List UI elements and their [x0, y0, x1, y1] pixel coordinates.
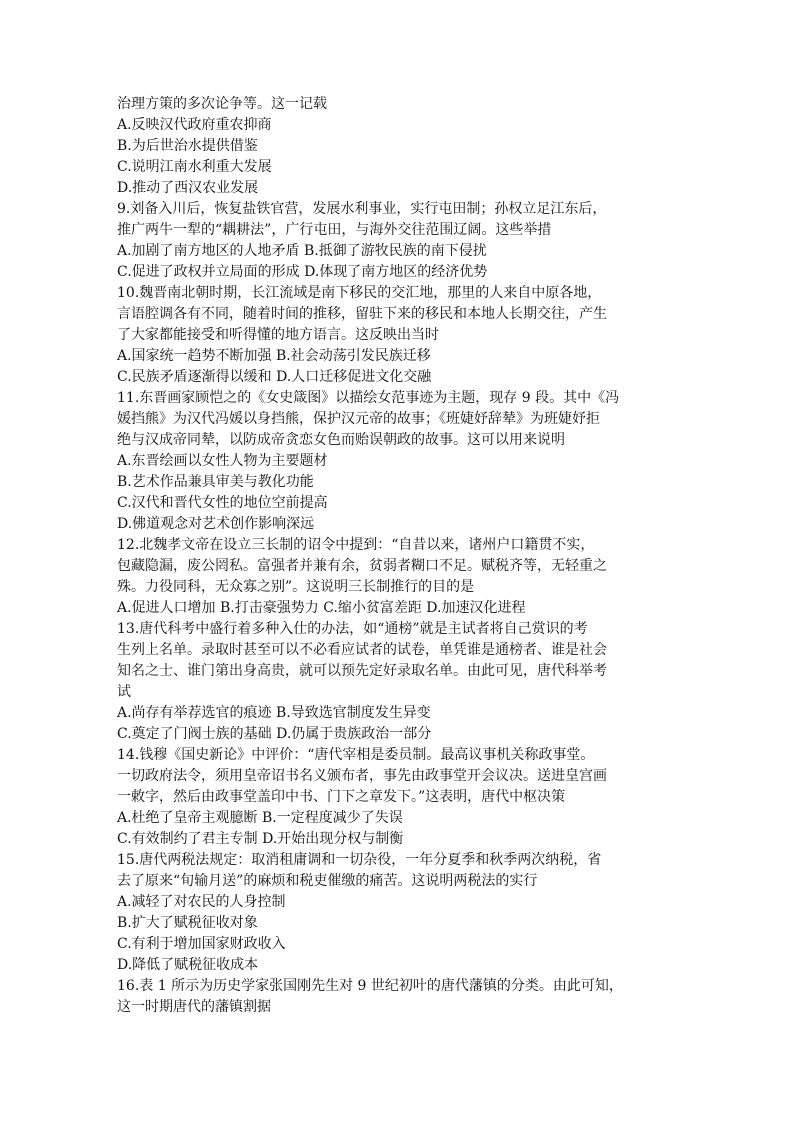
q10-stem-line: 10.魏晋南北朝时期，长江流域是南下移民的交汇地，那里的人来自中原各地， — [117, 285, 602, 301]
q16-stem-line: 这一时期唐代的藩镇割据 — [117, 999, 271, 1015]
q8-option-a: A.反映汉代政府重农抑商 — [117, 117, 272, 133]
q11-stem-line: 媛挡熊》为汉代冯媛以身挡熊，保护汉元帝的故事；《班婕妤辞辇》为班婕妤拒 — [117, 411, 600, 427]
q12-options: A.促进人口增加 B.打击豪强势力 C.缩小贫富差距 D.加速汉化进程 — [117, 600, 526, 616]
q13-options-ab: A.尚存有举荐选官的痕迹 B.导致选官制度发生异变 — [117, 705, 431, 721]
q13-stem-line: 试 — [117, 684, 131, 700]
q14-options-ab: A.杜绝了皇帝主观臆断 B.一定程度减少了失误 — [117, 810, 403, 826]
q11-option-b: B.艺术作品兼具审美与教化功能 — [117, 474, 314, 490]
q11-stem-line: 11.东晋画家顾恺之的《女史箴图》以描绘女范事迹为主题，现存 9 段。其中《冯 — [117, 390, 620, 406]
q8-option-b: B.为后世治水提供借鉴 — [117, 138, 258, 154]
q13-stem-line: 知名之士、谁门第出身高贵，就可以预先定好录取名单。由此可见，唐代科举考 — [117, 663, 607, 679]
q15-option-b: B.扩大了赋税征收对象 — [117, 915, 258, 931]
q10-options-cd: C.民族矛盾逐渐得以缓和 D.人口迁移促进文化交融 — [117, 369, 432, 385]
q9-options-cd: C.促进了政权并立局面的形成 D.体现了南方地区的经济优势 — [117, 264, 488, 280]
q11-stem-line: 绝与汉成帝同辇，以防成帝贪恋女色而贻误朝政的故事。这可以用来说明 — [117, 432, 565, 448]
q8-stem-end: 治理方策的多次论争等。这一记载 — [117, 96, 327, 112]
q14-stem-line: 一切政府法令，须用皇帝诏书名义颁布者，事先由政事堂开会议决。送进皇宫画 — [117, 768, 607, 784]
q15-stem-line: 去了原来“旬输月送”的麻烦和税吏催缴的痛苦。这说明两税法的实行 — [117, 873, 538, 889]
q12-stem-line: 包藏隐漏，废公罔私。富强者并兼有余，贫弱者糊口不足。赋税齐等，无轻重之 — [117, 558, 607, 574]
exam-text-body — [117, 94, 692, 1018]
q9-stem-line: 9.刘备入川后，恢复盐铁官营，发展水利事业，实行屯田制；孙权立足江东后， — [117, 201, 607, 217]
q14-stem-line: 一敕字，然后由政事堂盖印中书、门下之章发下。”这表明，唐代中枢决策 — [117, 789, 566, 805]
q11-option-d: D.佛道观念对艺术创作影响深远 — [117, 516, 315, 532]
q15-stem-line: 15.唐代两税法规定：取消租庸调和一切杂役，一年分夏季和秋季两次纳税，省 — [117, 852, 602, 868]
q11-option-a: A.东晋绘画以女性人物为主要题材 — [117, 453, 328, 469]
q10-stem-line: 言语腔调各有不同，随着时间的推移，留驻下来的移民和本地人长期交往，产生 — [117, 306, 607, 322]
q10-options-ab: A.国家统一趋势不断加强 B.社会动荡引发民族迁移 — [117, 348, 431, 364]
q14-options-cd: C.有效制约了君主专制 D.开始出现分权与制衡 — [117, 831, 404, 847]
q10-stem-line: 了大家都能接受和听得懂的地方语言。这反映出当时 — [117, 327, 439, 343]
q13-stem-line: 13.唐代科考中盛行着多种入仕的办法，如“通榜”就是主试者将自己赏识的考 — [117, 621, 588, 637]
q15-option-d: D.降低了赋税征收成本 — [117, 957, 259, 973]
q15-option-a: A.减轻了对农民的人身控制 — [117, 894, 286, 910]
q9-stem-line: 推广两牛一犁的“耦耕法”，广行屯田，与海外交往范围辽阔。这些举措 — [117, 222, 552, 238]
q11-option-c: C.汉代和晋代女性的地位空前提高 — [117, 495, 328, 511]
q8-option-c: C.说明江南水利重大发展 — [117, 159, 272, 175]
q12-stem-line: 12.北魏孝文帝在设立三长制的诏令中提到：“自昔以来，诸州户口籍贯不实， — [117, 537, 595, 553]
q13-stem-line: 生列上名单。录取时甚至可以不必看应试者的试卷，单凭谁是通榜者、谁是社会 — [117, 642, 607, 658]
q13-options-cd: C.奠定了门阀士族的基础 D.仍属于贵族政治一部分 — [117, 726, 432, 742]
q8-option-d: D.推动了西汉农业发展 — [117, 180, 259, 196]
q9-options-ab: A.加剧了南方地区的人地矛盾 B.抵御了游牧民族的南下侵扰 — [117, 243, 487, 259]
q16-stem-line: 16.表 1 所示为历史学家张国刚先生对 9 世纪初叶的唐代藩镇的分类。由此可知， — [117, 978, 623, 994]
q15-option-c: C.有利于增加国家财政收入 — [117, 936, 286, 952]
q12-stem-line: 殊。力役同科，无众寡之别”。这说明三长制推行的目的是 — [117, 579, 475, 595]
q14-stem-line: 14.钱穆《国史新论》中评价：“唐代宰相是委员制。最高议事机关称政事堂。 — [117, 747, 595, 763]
